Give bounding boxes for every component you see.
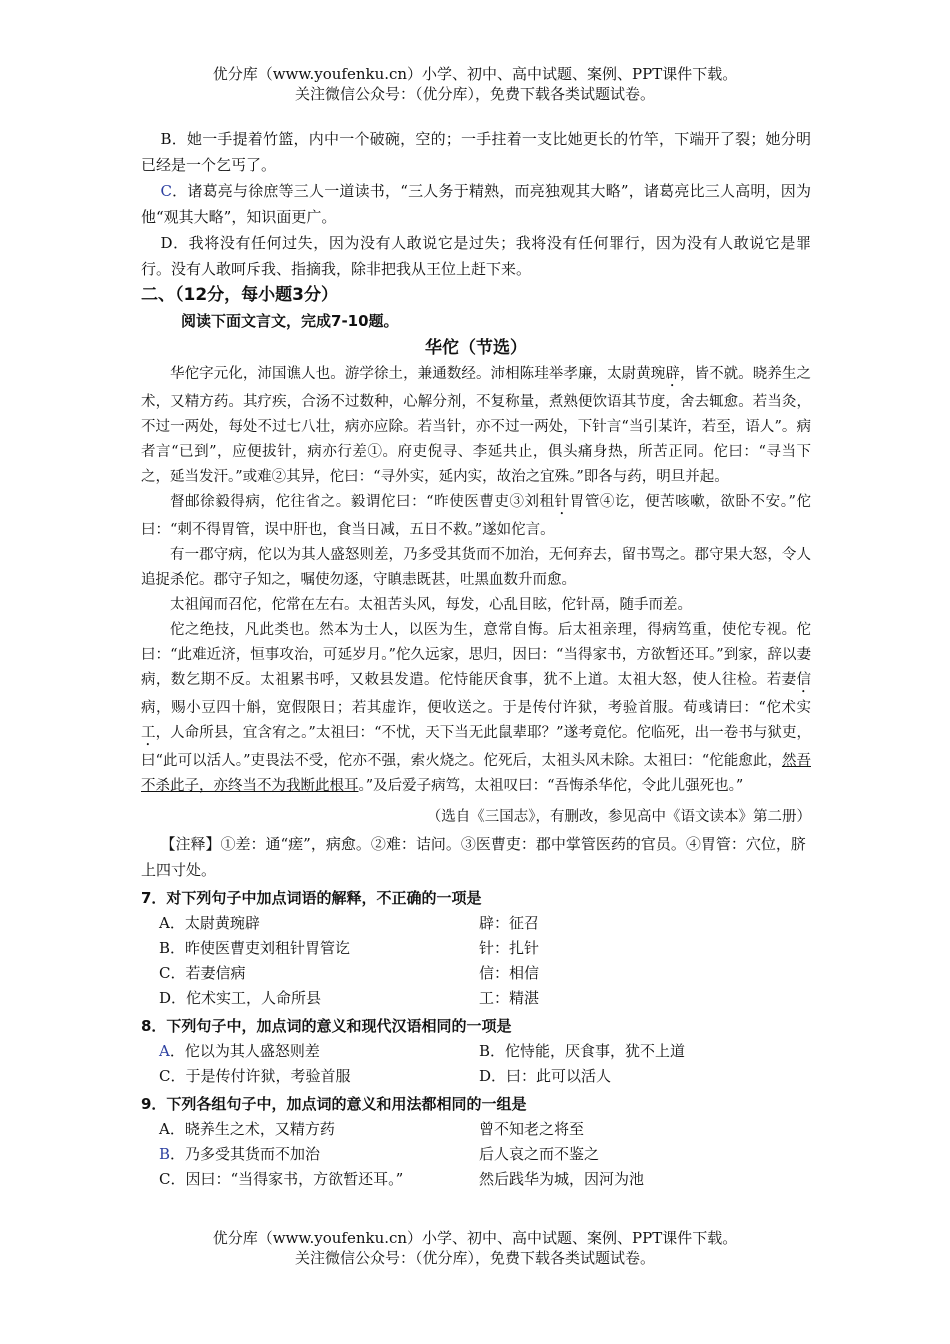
passage-text: 督邮徐毅得病，佗往省之。毅谓佗曰：“昨使医曹吏③刘租 xyxy=(170,494,555,510)
footer-line-1: 优分库（www.youfenku.cn）小学、初中、高中试题、案例、PPT课件下载。 xyxy=(212,1229,738,1247)
footer-line-2: 关注微信公众号：（优分库），免费下载各类试题试卷。 xyxy=(294,1249,655,1267)
option-right: 后人哀之而不鉴之 xyxy=(479,1145,600,1163)
passage-paragraph-3: 有一郡守病，佗以为其人盛怒则差，乃多受其货而不加治，无何弃去，留书骂之。郡守果大怒，令人追捉杀佗。郡守子知之，嘱使勿逐，守瞋恚既甚，吐黑血数升而愈。 xyxy=(141,547,811,588)
question-9-stem: 9．下列各组句子中，加点词的意义和用法都相同的一组是 xyxy=(141,1095,527,1113)
question-7-option xyxy=(141,936,811,961)
option-left: A．晓养生之术，又精方药 xyxy=(159,1120,335,1138)
option-c-text xyxy=(141,178,811,230)
option-right: 辟：征召 xyxy=(479,914,540,932)
option-b-text: B．她一手提着竹篮，内中一个破碗，空的；一手拄着一支比她更长的竹竿，下端开了裂；她分明已经是一个乞丐了。 xyxy=(141,130,811,174)
header-line-1: 优分库（www.youfenku.cn）小学、初中、高中试题、案例、PPT课件下载。 xyxy=(212,65,738,83)
question-7-option xyxy=(141,986,811,1011)
option-text: ．佗以为其人盛怒则差 xyxy=(169,1042,320,1060)
question-8-option xyxy=(141,1039,811,1064)
passage-paragraph-4: 太祖闻而召佗，佗常在左右。太祖苦头风，每发，心乱目眩，佗针鬲，随手而差。 xyxy=(170,597,692,613)
option-left: D．佗术实工，人命所县 xyxy=(159,989,322,1007)
question-9-option xyxy=(141,1167,811,1192)
question-7-stem: 7．对下列句子中加点词语的解释，不正确的一项是 xyxy=(141,889,482,907)
question-7-option xyxy=(141,911,811,936)
passage-notes: 【注释】①差：通“瘥”，病愈。②难：诘问。③医曹吏：郡中掌管医药的官员。④胃管：穴位，脐上四寸处。 xyxy=(141,835,806,879)
section-heading: 二、（12分，每小题3分） xyxy=(141,285,338,305)
passage-text: ，人命所县，宜含宥之。”太祖曰：“不忧，天下当无此鼠辈耶？”遂考竟佗。佗临死，出一卷书与狱吏，曰“此可以活人。”吏畏法不受，佗亦不强，索火烧之。佗死后，太祖头风未除。太祖曰：“佗能愈此， xyxy=(141,725,811,769)
passage-text: 。”及后爱子病笃，太祖叹曰：“吾悔杀华佗，令此儿强死也。” xyxy=(358,778,744,794)
option-left xyxy=(141,1142,479,1167)
passage-text: ，皆不就。晓养生之术，又精方药。其疗疾，合汤不过数种，心解分剂，不复称量，煮熟便饮语其节度，舍去辄愈。若当灸，不过一两处，每处不过七八壮，病亦应除。若当针，亦不过一两处，下针言“当引某许，若至，语人”。病者言“已到”，应便拔针，病亦行差①。府吏倪寻、李延共止，俱头痛身热，所苦正同。佗曰：“寻当下之，延当发汗。”或难②其异，佗曰：“寻外实，延内实，故治之宜殊。”即各与药，明旦并起。 xyxy=(141,366,812,485)
option-left: C．因曰：“当得家书，方欲暂还耳。” xyxy=(159,1170,404,1188)
passage-paragraph-2 xyxy=(141,490,811,543)
passage-text: 胃管④讫，便苦咳嗽，欲卧不安。”佗曰：“刺不得胃管，误中肝也，食当日减，五日不救。”遂如佗言。 xyxy=(141,494,811,538)
passage-text: 华佗字元化，沛国谯人也。游学徐土，兼通数经。沛相陈珪举孝廉，太尉黄琬 xyxy=(170,366,666,382)
passage-text: 佗之绝技，凡此类也。然本为士人，以医为生，意常自悔。后太祖亲理，得病笃重，使佗专视。佗曰：“此难近济，恒事攻治，可延岁月。”佗久远家，思归，因曰：“当得家书，方欲暂还耳。”到家，辞以妻病，数乞期不反。太祖累书呼，又敕县发遣。佗恃能厌食事，犹不上道。太祖大怒，使人往检。若妻 xyxy=(141,622,811,688)
header-line-2: 关注微信公众号：（优分库），免费下载各类试题试卷。 xyxy=(294,85,655,103)
question-7-option xyxy=(141,961,811,986)
option-letter: B xyxy=(159,1145,171,1163)
section-instruction: 阅读下面文言文，完成7-10题。 xyxy=(181,312,399,330)
page-footer xyxy=(0,1228,950,1268)
dotted-word: 针 xyxy=(554,494,570,510)
dotted-word: 辟 xyxy=(665,366,680,382)
option-right: 然后践华为城，因河为池 xyxy=(479,1170,645,1188)
passage-source: （选自《三国志》，有删改，参见高中《语文读本》第二册） xyxy=(426,809,811,825)
question-9-option xyxy=(141,1117,811,1142)
option-left: A．太尉黄琬辟 xyxy=(159,914,260,932)
option-text: ．乃多受其货而不加治 xyxy=(170,1145,321,1163)
dotted-word: 信 xyxy=(796,672,811,688)
option-letter: A xyxy=(159,1042,170,1060)
underlined-sentence: 然吾不杀此子，亦终当不为我断此根耳 xyxy=(141,753,811,794)
option-right: D．曰：此可以活人 xyxy=(479,1067,612,1085)
option-c-body: ．诸葛亮与徐庶等三人一道读书，“三人务于精熟，而亮独观其大略”，诸葛亮比三人高明，因为他“观其大略”，知识面更广。 xyxy=(141,182,811,226)
passage-paragraph-5 xyxy=(141,618,811,799)
passage-text: 病，赐小豆四十斛，宽假限日；若其虚诈，便收送之。于是传付许狱，考验首服。荀彧请曰：“佗术实 xyxy=(141,700,811,716)
option-left: B．昨使医曹吏刘租针胃管讫 xyxy=(159,939,351,957)
option-right: B．佗恃能，厌食事，犹不上道 xyxy=(479,1042,686,1060)
page-header xyxy=(0,64,950,104)
option-right: 针：扎针 xyxy=(479,939,540,957)
passage-paragraph-1 xyxy=(141,362,811,490)
question-8-option xyxy=(141,1064,811,1089)
option-d-text: D．我将没有任何过失，因为没有人敢说它是过失；我将没有任何罪行，因为没有人敢说它是罪行。没有人敢呵斥我、指摘我，除非把我从王位上赶下来。 xyxy=(141,234,811,278)
option-left: C．若妻信病 xyxy=(159,964,246,982)
option-right: 工：精湛 xyxy=(479,989,540,1007)
option-c-letter: C xyxy=(160,182,172,200)
passage-title: 华佗（节选） xyxy=(425,338,527,358)
option-right: 信：相信 xyxy=(479,964,540,982)
option-left: C．于是传付许狱，考验首服 xyxy=(159,1067,351,1085)
question-8-stem: 8．下列句子中，加点词的意义和现代汉语相同的一项是 xyxy=(141,1017,512,1035)
option-right: 曾不知老之将至 xyxy=(479,1120,585,1138)
option-left xyxy=(141,1039,479,1064)
question-9-option xyxy=(141,1142,811,1167)
dotted-word: 工 xyxy=(141,725,156,741)
exam-content xyxy=(141,126,811,1192)
